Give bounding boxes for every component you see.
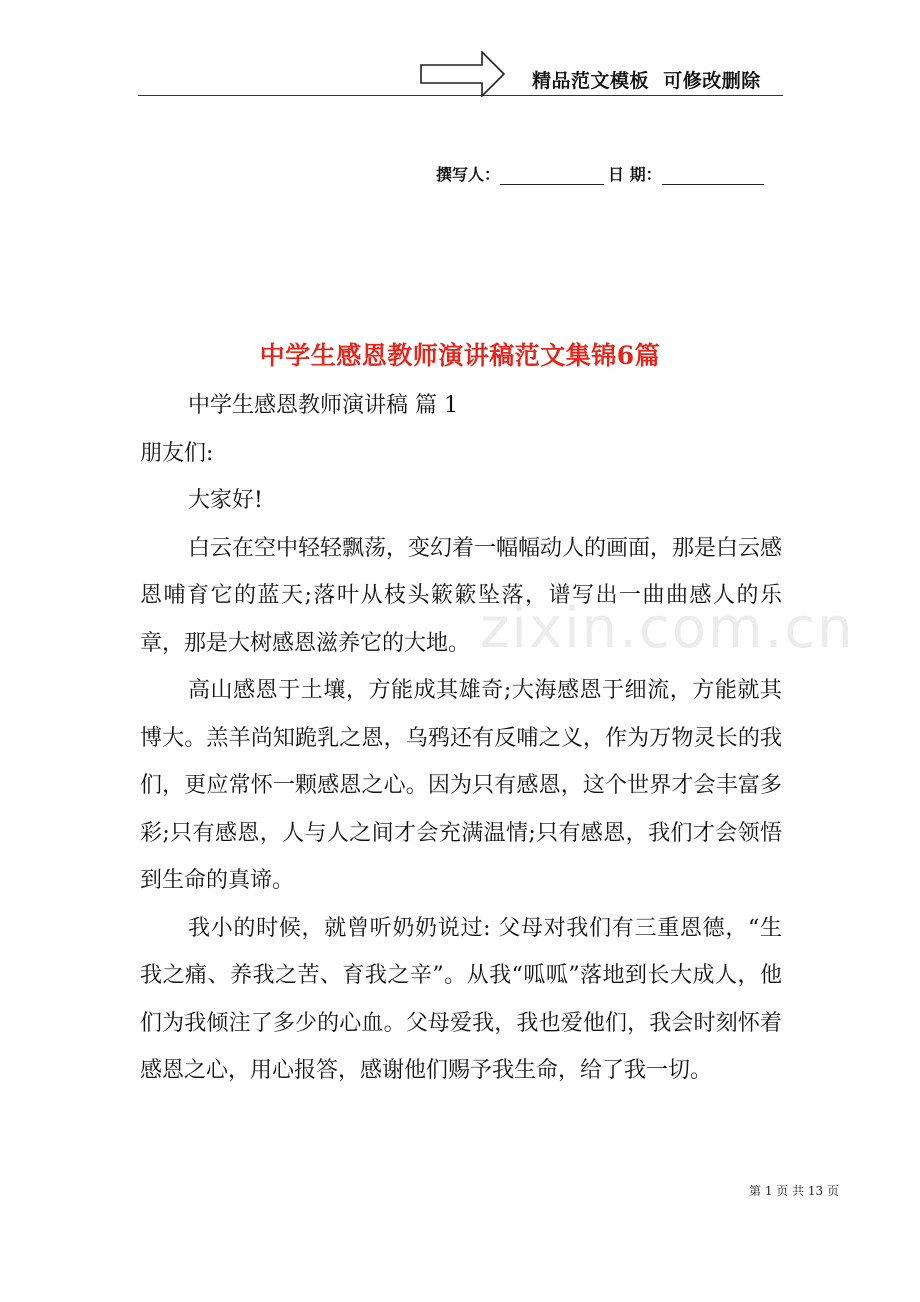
section-heading: 中学生感恩教师演讲稿 篇 1 [188, 393, 458, 418]
document-body [140, 382, 782, 1095]
date-blank-line [662, 166, 764, 185]
body-paragraph: 大家好! [188, 488, 263, 513]
salutation: 朋友们: [140, 440, 214, 466]
right-arrow-outline-icon [420, 51, 506, 97]
template-banner-text: 精品范文模板 可修改删除 [532, 70, 761, 92]
author-blank-line [500, 166, 604, 185]
watermark-text: zixin.com.cn [480, 596, 855, 661]
document-title: 中学生感恩教师演讲稿范文集锦6篇 [259, 341, 661, 370]
page-indicator: 第 1 页 共 13 页 [749, 1184, 839, 1198]
body-paragraph: 我小的时候，就曾听奶奶说过: 父母对我们有三重恩德，“生我之痛、养我之苦、育我之辛”。从我“呱呱”落地到长大成人，他们为我倾注了多少的心血。父母爱我，我也爱他们，我会时刻怀着感恩之心，用心报答，感谢他们赐予我生命，给了我一切。 [140, 915, 782, 1083]
body-paragraph: 白云在空中轻轻飘荡，变幻着一幅幅动人的画面，那是白云感恩哺育它的蓝天;落叶从枝头簌簌坠落，谱写出一曲曲感人的乐章，那是大树感恩滋养它的大地。 [140, 535, 783, 656]
body-paragraph: 高山感恩于土壤，方能成其雄奇;大海感恩于细流，方能就其博大。羔羊尚知跪乳之恩，乌鸦还有反哺之义，作为万物灵长的我们，更应常怀一颗感恩之心。因为只有感恩，这个世界才会丰富多彩;只有感恩，人与人之间才会充满温情;只有感恩，我们才会领悟到生命的真谛。 [140, 678, 782, 893]
author-date-row [436, 162, 764, 185]
date-label: 日 期： [608, 165, 662, 184]
header-divider [138, 95, 783, 96]
author-label: 撰写人： [436, 165, 501, 184]
